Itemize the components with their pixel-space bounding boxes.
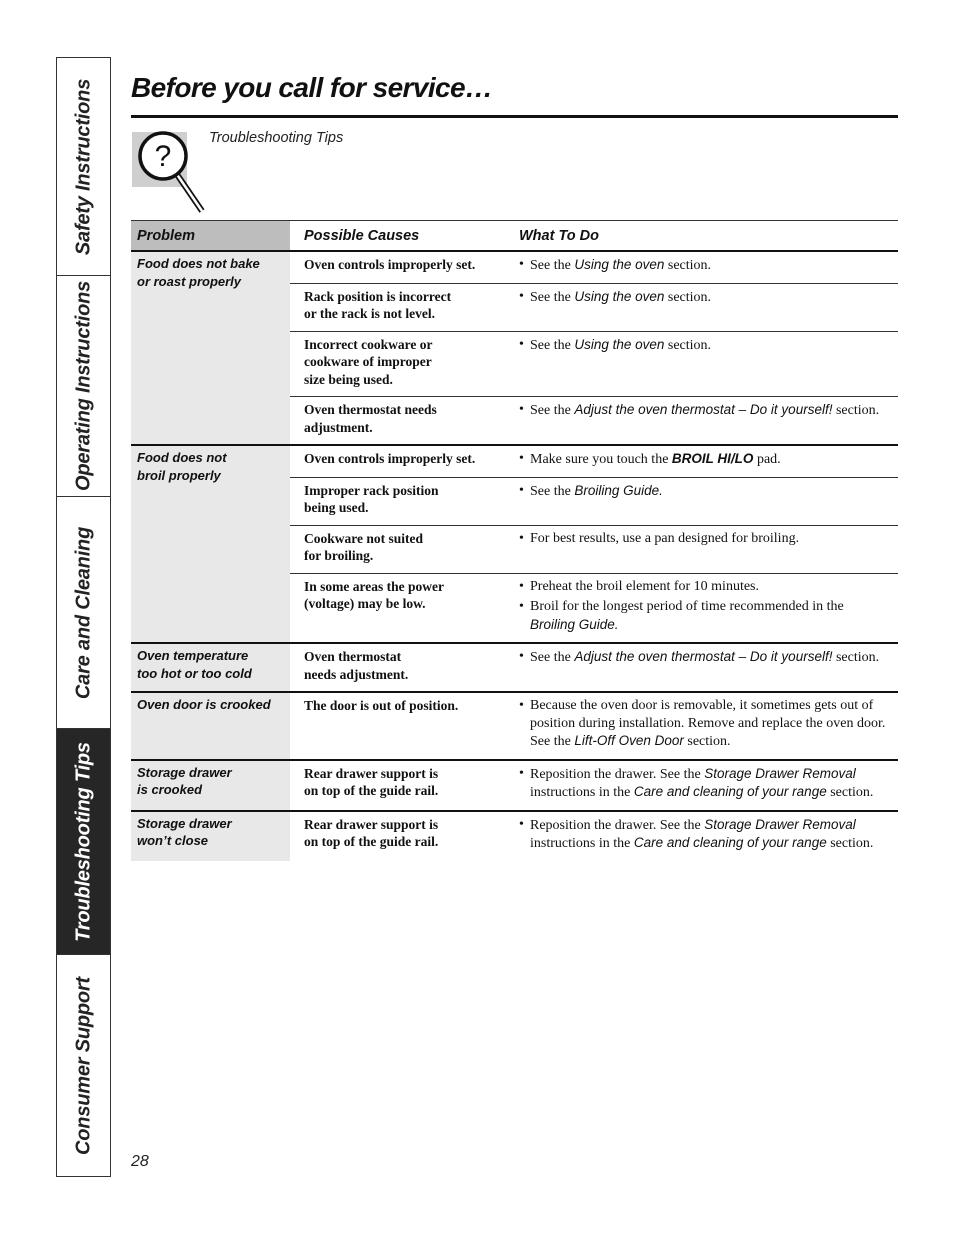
problem-cell — [131, 692, 290, 760]
bullet-item — [519, 336, 892, 355]
plain-text: Make sure you touch the — [530, 452, 672, 467]
plain-text: See the — [530, 483, 575, 499]
tab-safety-instructions[interactable] — [57, 58, 110, 276]
title-divider — [131, 115, 898, 118]
cause-cell — [290, 331, 503, 397]
header-possible-causes: Possible Causes — [290, 221, 503, 252]
header-what-to-do: What To Do — [503, 221, 898, 252]
text-line: Improper rack position — [304, 482, 439, 498]
bullet-item — [519, 288, 892, 307]
text-line: Oven thermostat needs — [304, 402, 437, 417]
tab-care-and-cleaning[interactable] — [57, 497, 110, 729]
text-line: or the rack is not level. — [304, 306, 435, 321]
plain-text: Preheat the broil element for 10 minutes. — [530, 578, 759, 594]
bullet-icon: • — [519, 336, 524, 352]
todo-cell — [503, 445, 898, 477]
todo-cell — [503, 643, 898, 692]
header-problem: Problem — [131, 221, 290, 252]
bullet-text — [530, 598, 892, 634]
text-line: on top of the guide rail. — [304, 783, 439, 798]
bullet-icon: • — [519, 288, 524, 304]
text-line: too hot or too cold — [137, 665, 252, 681]
bullet-icon: • — [519, 578, 524, 594]
todo-cell — [503, 397, 898, 446]
bullet-item — [519, 578, 892, 596]
plain-text: Reposition the drawer. See the — [530, 766, 705, 782]
bullet-item — [519, 697, 892, 751]
todo-cell — [503, 331, 898, 397]
table-row — [131, 692, 898, 760]
cause-cell — [290, 525, 503, 573]
plain-text: Reposition the drawer. See the — [530, 817, 705, 833]
text-line: Oven temperature — [137, 648, 249, 663]
text-line: adjustment. — [304, 419, 373, 435]
text-line: Rack position is incorrect — [304, 288, 452, 304]
text-line: size being used. — [304, 371, 393, 387]
reference-text: Storage Drawer Removal — [704, 765, 856, 781]
text-line: Storage drawer — [137, 764, 232, 780]
bullet-item — [519, 598, 892, 634]
reference-text: Using the oven — [574, 336, 665, 352]
reference-text: BROIL HI/LO — [671, 451, 754, 466]
bullet-text — [530, 648, 892, 667]
text-line: for broiling. — [304, 548, 374, 563]
reference-text: Storage Drawer Removal — [704, 816, 856, 832]
plain-text: section. — [683, 734, 731, 749]
bullet-item — [519, 816, 892, 853]
bullet-text — [530, 288, 892, 307]
cause-cell — [290, 760, 503, 811]
plain-text: Because the oven door is removable, it sometimes gets out of position during installation. Remove and replace the oven door. See the — [530, 698, 886, 749]
text-line: Rear drawer support is — [304, 765, 439, 781]
bullet-item — [519, 450, 892, 469]
tab-label: Troubleshooting Tips — [72, 741, 94, 942]
bullet-icon: • — [519, 257, 524, 272]
todo-cell — [503, 525, 898, 573]
text-line: or roast properly — [137, 273, 242, 289]
reference-text: Lift-Off Oven Door — [574, 733, 684, 748]
bullet-icon: • — [519, 599, 524, 614]
section-subtitle: Troubleshooting Tips — [209, 130, 344, 146]
plain-text: section. — [664, 258, 712, 273]
plain-text: For best results, use a pan designed for broiling. — [530, 530, 800, 546]
cause-cell — [290, 283, 503, 331]
bullet-icon: • — [519, 482, 524, 498]
text-line: is crooked — [137, 782, 203, 797]
plain-text: See the — [530, 650, 575, 665]
text-line: needs adjustment. — [304, 666, 409, 682]
bullet-text — [530, 765, 892, 802]
reference-text: Broiling Guide. — [530, 616, 619, 632]
plain-text: instructions in the — [530, 836, 634, 851]
plain-text: pad. — [753, 452, 781, 467]
text-line: Storage drawer — [137, 815, 232, 831]
text-line: Rear drawer support is — [304, 816, 439, 832]
problem-cell — [131, 251, 290, 445]
bullet-text — [530, 450, 892, 469]
problem-cell — [131, 811, 290, 861]
text-line: won’t close — [137, 833, 209, 848]
reference-text: Adjust the oven thermostat – Do it yourself! — [574, 402, 833, 417]
bullet-text — [530, 530, 892, 548]
plain-text: section. — [826, 785, 874, 800]
cause-cell — [290, 573, 503, 643]
tab-label: Safety Instructions — [72, 78, 94, 255]
question-magnifier-icon — [132, 131, 212, 215]
page-number: 28 — [131, 1153, 149, 1170]
text-line: Oven controls improperly set. — [304, 451, 476, 466]
table-row — [131, 251, 898, 283]
todo-cell — [503, 760, 898, 811]
cause-cell — [290, 251, 503, 283]
bullet-item — [519, 401, 892, 420]
tab-label: Operating Instructions — [72, 280, 94, 492]
tab-consumer-support[interactable] — [57, 955, 110, 1176]
todo-cell — [503, 251, 898, 283]
table-row — [131, 445, 898, 477]
bullet-item — [519, 530, 892, 548]
table-row — [131, 760, 898, 811]
text-line: Incorrect cookware or — [304, 336, 433, 352]
reference-text: Adjust the oven thermostat – Do it yourself! — [574, 649, 833, 664]
plain-text: See the — [530, 403, 575, 418]
plain-text: Broil for the longest period of time recommended in the — [530, 599, 844, 614]
plain-text: See the — [530, 258, 575, 273]
cause-cell — [290, 445, 503, 477]
bullet-item — [519, 648, 892, 667]
text-line: Food does not — [137, 450, 227, 465]
text-line: Food does not bake — [137, 256, 260, 271]
cause-cell — [290, 643, 503, 692]
text-line: (voltage) may be low. — [304, 596, 426, 611]
plain-text: instructions in the — [530, 785, 634, 800]
plain-text: section. — [826, 836, 874, 851]
text-line: Oven thermostat — [304, 649, 402, 664]
bullet-icon: • — [519, 530, 524, 546]
bullet-icon: • — [519, 451, 524, 466]
problem-cell — [131, 643, 290, 692]
todo-cell — [503, 811, 898, 861]
text-line: broil properly — [137, 467, 221, 483]
bullet-text — [530, 401, 892, 420]
table-row — [131, 811, 898, 861]
cause-cell — [290, 692, 503, 760]
todo-cell — [503, 283, 898, 331]
reference-text: Broiling Guide. — [574, 482, 663, 498]
bullet-icon: • — [519, 649, 524, 664]
text-line: cookware of improper — [304, 354, 432, 369]
page-title: Before you call for service… — [131, 72, 493, 103]
reference-text: Using the oven — [574, 288, 665, 304]
text-line: Oven door is crooked — [137, 697, 271, 712]
cause-cell — [290, 477, 503, 525]
tab-label: Consumer Support — [72, 976, 94, 1155]
troubleshooting-table — [131, 220, 898, 861]
cause-cell — [290, 397, 503, 446]
tab-operating-instructions[interactable] — [57, 276, 110, 497]
section-tabs — [56, 57, 111, 1177]
bullet-icon: • — [519, 698, 524, 713]
text-line: The door is out of position. — [304, 698, 459, 713]
tab-label: Care and Cleaning — [72, 526, 94, 699]
bullet-text — [530, 816, 892, 853]
text-line: on top of the guide rail. — [304, 834, 439, 849]
bullet-icon: • — [519, 816, 524, 832]
text-line: being used. — [304, 500, 369, 515]
bullet-text — [530, 697, 892, 751]
text-line: Cookware not suited — [304, 530, 424, 546]
bullet-text — [530, 256, 892, 275]
plain-text: See the — [530, 289, 575, 305]
plain-text: section. — [832, 403, 880, 418]
problem-cell — [131, 445, 290, 643]
plain-text: See the — [530, 337, 575, 353]
cause-cell — [290, 811, 503, 861]
text-line: Oven controls improperly set. — [304, 257, 476, 272]
table-row — [131, 643, 898, 692]
table-header-row — [131, 221, 898, 252]
problem-cell — [131, 760, 290, 811]
svg-text:?: ? — [154, 140, 172, 173]
bullet-text — [530, 482, 892, 501]
bullet-item — [519, 482, 892, 501]
plain-text: section. — [664, 289, 712, 305]
reference-text: Using the oven — [574, 257, 665, 272]
bullet-icon: • — [519, 765, 524, 781]
todo-cell — [503, 692, 898, 760]
bullet-text — [530, 578, 892, 596]
bullet-icon: • — [519, 402, 524, 417]
reference-text: Care and cleaning of your range — [633, 784, 827, 799]
todo-cell — [503, 477, 898, 525]
todo-cell — [503, 573, 898, 643]
text-line: In some areas the power — [304, 578, 444, 594]
bullet-text — [530, 336, 892, 355]
plain-text: section. — [664, 337, 712, 353]
table-body — [131, 251, 898, 861]
plain-text: section. — [832, 650, 880, 665]
bullet-item — [519, 256, 892, 275]
tab-troubleshooting-tips[interactable] — [57, 729, 110, 955]
bullet-item — [519, 765, 892, 802]
reference-text: Care and cleaning of your range — [633, 835, 827, 850]
